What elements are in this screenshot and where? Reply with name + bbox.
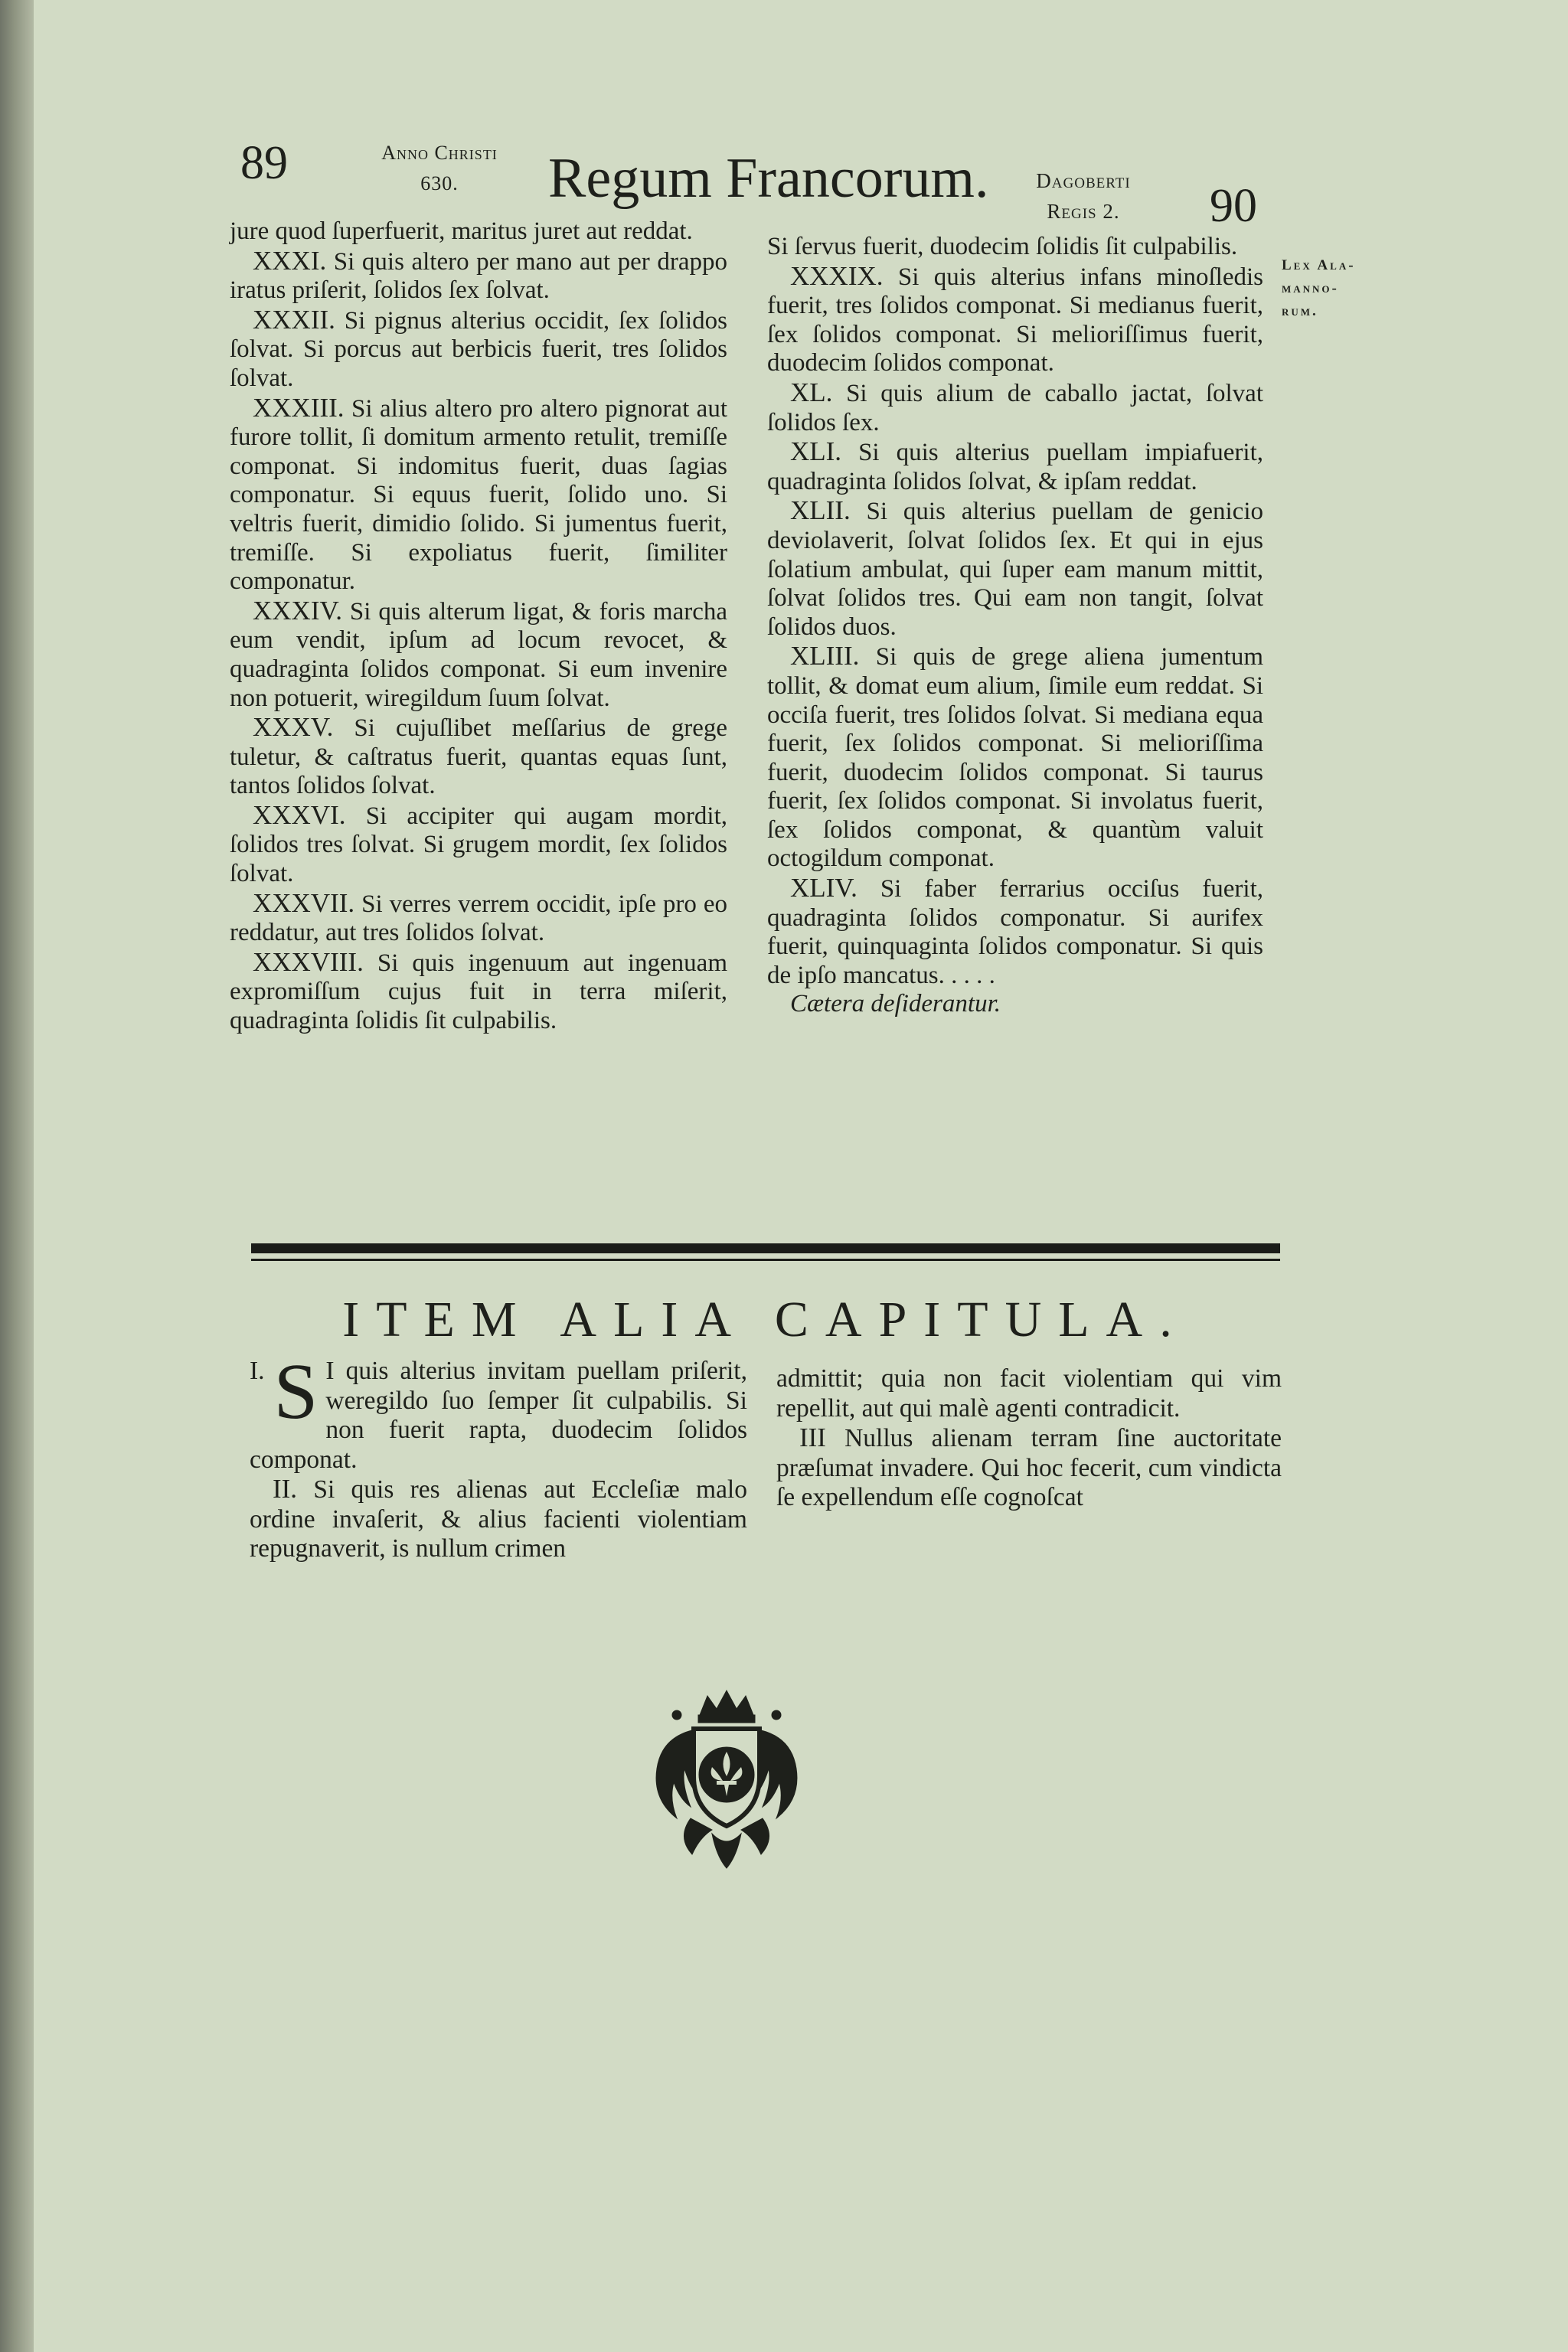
chapter-xxxiv	[230, 596, 727, 713]
chapter-number: XXXV.	[253, 712, 334, 743]
chapter-number: XXXVII.	[253, 887, 355, 918]
chapter-text: Si pignus alterius occidit, ſex ſolidos ſolvat. Si porcus aut berbicis fuerit, tres ſolidos ſolvat.	[230, 306, 727, 392]
chapter-text: Si quis alterius puellam impiafuerit, quadraginta ſolidos ſolvat, & ipſam reddat.	[767, 439, 1263, 495]
section-right-column	[776, 1364, 1282, 1513]
chapter-number: II.	[273, 1474, 298, 1504]
chapter-text: Si quis ingenuum aut ingenuam expromiſſum cujus fuit in terra miſerit, quadraginta ſolidis ſit culpabilis.	[230, 949, 727, 1035]
chapter-text: Si quis alterius puellam de genicio deviolaverit, ſolvat ſolidos ſex. Et qui in ejus ſolatium ambulat, qui ſuper eam manum mittit, ſolvat ſolidos tres. Qui eam non tangit, ſolvat ſolidos duos.	[767, 498, 1263, 641]
chapter-xli	[767, 437, 1263, 496]
section-chapter-iii	[776, 1423, 1282, 1513]
chapter-xxxvi	[230, 801, 727, 889]
chapter-text: Si verres verrem occidit, ipſe pro eo reddatur, aut tres ſolidos ſolvat.	[230, 890, 727, 947]
italic-note: Cætera deſiderantur.	[790, 990, 1001, 1018]
chapter-number: XXXVIII.	[253, 946, 364, 977]
margin-note-line-1: Lex Ala-	[1282, 257, 1356, 273]
section-left-column	[250, 1348, 747, 1564]
chapter-text: Si quis res alienas aut Eccleſiæ malo ordine invaſerit, & alius facienti violentiam repugnaverit, is nullum crimen	[250, 1475, 747, 1563]
dagoberti-regis	[995, 165, 1171, 227]
chapter-number: XXXVI.	[253, 799, 346, 830]
chapter-text: Si cujuſlibet meſſarius de grege tuletur, & caſtratus fuerit, quantas equas ſunt, tantos ſolidos ſolvat.	[230, 714, 727, 800]
anno-line-1: Anno Christi	[381, 142, 498, 164]
chapter-number: XXXIII.	[253, 392, 345, 423]
running-title: Regum Francorum.	[548, 147, 989, 210]
chapter-xxxiii	[230, 394, 727, 596]
chapter-number: III	[799, 1423, 826, 1452]
chapter-text: I quis alterius invitam puellam priſerit, weregildo ſuo ſemper ſit culpabilis. Si non fuerit rapta, duodecim ſolidos componat.	[250, 1357, 747, 1474]
chapter-xxxvii	[230, 889, 727, 948]
section-heading: ITEM ALIA CAPITULA.	[342, 1292, 1189, 1348]
section-chapter-ii	[250, 1475, 747, 1564]
chapter-text: Si quis altero per mano aut per drappo iratus priſerit, ſolidos ſex ſolvat.	[230, 247, 727, 305]
section-rule-thick	[251, 1243, 1280, 1253]
chapter-number: I.	[250, 1357, 265, 1385]
chapter-number: XXXIX.	[790, 260, 884, 291]
desiderantur-note	[767, 990, 1263, 1019]
chapter-text: Si quis alium de caballo jactat, ſolvat ſolidos ſex.	[767, 379, 1263, 436]
anno-christi	[325, 138, 554, 199]
chapter-xxxi	[230, 247, 727, 305]
section-rule-thin	[251, 1259, 1280, 1261]
chapter-text: Si quis alterum ligat, & foris marcha eum vendit, ipſum ad locum revocet, & quadraginta ſolidos componat. Si eum invenire non potuerit, wiregildum ſuum ſolvat.	[230, 597, 727, 712]
paragraph	[230, 217, 727, 247]
chapter-text: Si quis de grege aliena jumentum tollit, & domat eum alium, ſimile eum reddat. Si occiſa fuerit, tres ſolidos ſolvat. Si mediana equa fuerit, ſex ſolidos componat. Si melioriſſima fuerit, duodecim ſolidos componat. Si taurus fuerit, ſex ſolidos componat. Si involatus fuerit, ſex ſolidos componat, & quantùm valuit octogildum componat.	[767, 643, 1263, 873]
chapter-number: XL.	[790, 377, 833, 407]
paragraph-text: admittit; quia non facit violentiam qui vim repellit, aut qui malè agenti contradicit.	[776, 1364, 1282, 1423]
margin-note	[1282, 254, 1356, 323]
section-chapter-i	[250, 1348, 747, 1475]
paragraph-text: jure quod ſuperfuerit, maritus juret aut reddat.	[230, 217, 693, 245]
left-column	[230, 217, 727, 1036]
chapter-number: XXXII.	[253, 304, 335, 335]
chapter-text: Si quis alterius infans minoſledis fuerit, tres ſolidos componat. Si medianus fuerit, ſex ſolidos componat. Si melioriſſimus fuerit, duodecim ſolidos componat.	[767, 263, 1263, 377]
chapter-text: Si faber ferrarius occiſus fuerit, quadraginta ſolidos componatur. Si aurifex fuerit, quinquaginta ſolidos componatur. Si quis de ipſo mancatus. . . . .	[767, 875, 1263, 989]
chapter-xliv	[767, 874, 1263, 990]
chapter-xl	[767, 378, 1263, 437]
paragraph	[767, 233, 1263, 262]
paragraph	[776, 1364, 1282, 1423]
drop-cap: S	[273, 1348, 318, 1436]
margin-note-line-2: manno-	[1282, 280, 1339, 296]
paragraph-text: Si ſervus fuerit, duodecim ſolidis ſit culpabilis.	[767, 233, 1238, 260]
chapter-xxxviii	[230, 948, 727, 1036]
chapter-number: XLIV.	[790, 873, 858, 903]
chapter-text: Si accipiter qui augam mordit, ſolidos tres ſolvat. Si grugem mordit, ſex ſolidos ſolvat.	[230, 802, 727, 888]
anno-line-2: 630.	[420, 172, 459, 194]
dagoberti-line-2: Regis 2.	[1047, 200, 1120, 223]
book-page	[34, 0, 1568, 2352]
chapter-xxxv	[230, 713, 727, 801]
chapter-text: Si alius altero pro altero pignorat aut furore tollit, ſi domitum armento retulit, tremiſſe componat. Si indomitus fuerit, duas ſagias componatur. Si equus fuerit, ſolido uno. Si veltris fuerit, dimidio ſolido. Si jumentus fuerit, tremiſſe. Si expoliatus fuerit, ſimiliter componatur.	[230, 394, 727, 596]
dagoberti-line-1: Dagoberti	[1036, 169, 1131, 192]
royal-crest-fleur-de-lis-icon	[646, 1684, 807, 1872]
page-number-left: 89	[240, 137, 288, 189]
chapter-xliii	[767, 642, 1263, 874]
chapter-text: Nullus alienam terram ſine auctoritate præſumat invadere. Qui hoc fecerit, cum vindicta ſe expellendum eſſe cognoſcat	[776, 1424, 1282, 1511]
chapter-number: XXXIV.	[253, 595, 342, 626]
chapter-number: XLIII.	[790, 641, 860, 671]
chapter-xlii	[767, 496, 1263, 642]
chapter-xxxii	[230, 305, 727, 394]
chapter-number: XXXI.	[253, 245, 327, 276]
page-number-right: 90	[1210, 180, 1257, 232]
chapter-number: XLI.	[790, 436, 842, 467]
chapter-number: XLII.	[790, 495, 851, 526]
book-spine	[0, 0, 34, 2352]
right-column	[767, 233, 1263, 1019]
margin-note-line-3: rum.	[1282, 303, 1318, 319]
chapter-xxxix	[767, 262, 1263, 378]
